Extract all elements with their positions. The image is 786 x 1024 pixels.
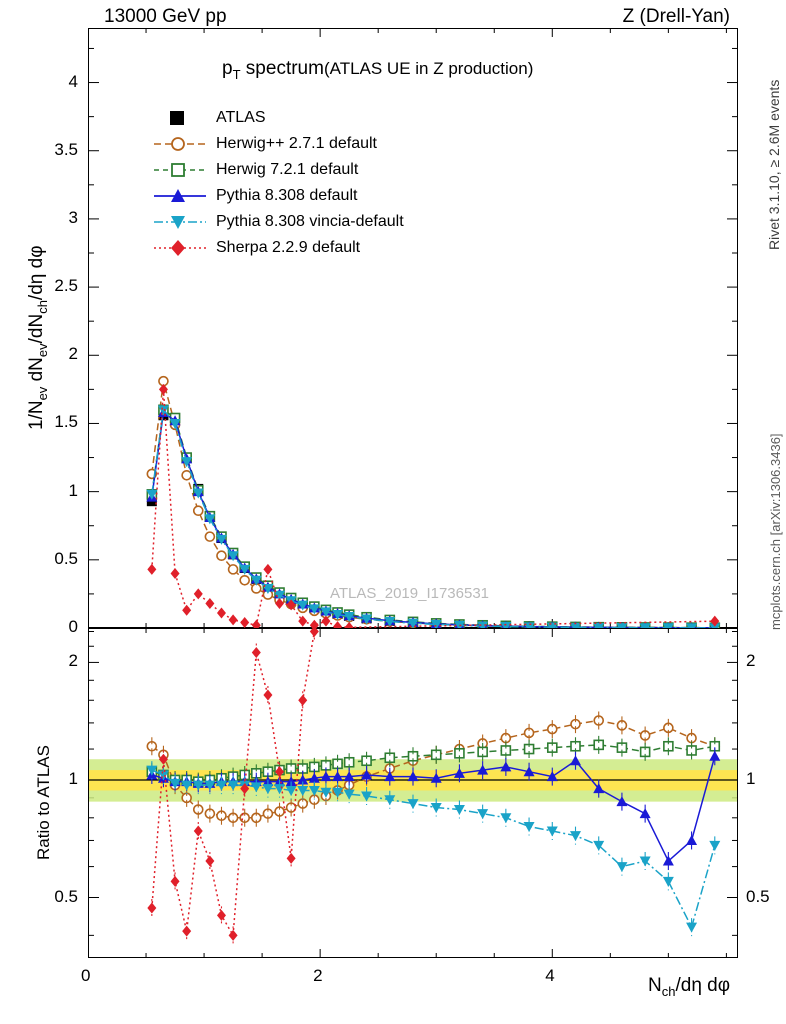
main-y-axis-title: $1/N_{ev}$ $dN_{ev}/dN_{ch}/d\eta$ dφ: [26, 245, 50, 430]
legend-label: Herwig 7.2.1 default: [216, 161, 359, 178]
axis-tick-label: 4: [68, 71, 78, 91]
mcplots-reference-label: mcplots.cern.ch [arXiv:1306.3436]: [768, 433, 783, 630]
plot-title-sub: (ATLAS UE in Z production): [323, 59, 534, 78]
axis-tick-label: 1: [746, 768, 756, 788]
rivet-version-label: Rivet 3.1.10, ≥ 2.6M events: [766, 79, 782, 250]
axis-tick-label: 2: [746, 651, 756, 671]
axis-tick-label: 1: [68, 768, 78, 788]
axis-tick-label: 3.5: [54, 139, 78, 159]
header-process-label: Z (Drell-Yan): [622, 6, 730, 27]
legend-label: Pythia 8.308 default: [216, 187, 358, 204]
axis-tick-label: 2: [313, 966, 323, 985]
ratio-y-axis-title: Ratio to ATLAS: [34, 745, 53, 860]
analysis-watermark: ATLAS_2019_I1736531: [330, 585, 490, 602]
legend-label: Pythia 8.308 vincia-default: [216, 213, 404, 230]
x-axis-title: $N_{ch}/d\eta$ dφ: [648, 975, 731, 999]
axis-tick-label: 2.5: [54, 276, 78, 296]
axis-tick-label: 0: [81, 966, 91, 985]
axis-tick-label: 0.5: [54, 548, 78, 568]
data-point-marker: [310, 626, 319, 637]
axis-tick-label: 0.5: [746, 886, 770, 906]
axis-tick-label: 1: [68, 480, 78, 500]
axis-tick-label: 3: [68, 207, 78, 227]
axis-tick-label: 2: [68, 344, 78, 364]
axis-tick-label: 1.5: [54, 412, 78, 432]
axis-tick-label: 4: [545, 966, 555, 985]
axis-tick-label: 0.5: [54, 886, 78, 906]
axis-tick-label: 0: [68, 617, 78, 636]
legend-label: Herwig++ 2.7.1 default: [216, 135, 377, 152]
legend-label: ATLAS: [216, 109, 266, 126]
header-beam-label: 13000 GeV pp: [104, 6, 227, 27]
plot-title-main: $p_T$ spectrum: [222, 58, 324, 82]
legend-label: Sherpa 2.2.9 default: [216, 239, 361, 256]
axis-tick-label: 2: [68, 651, 78, 671]
